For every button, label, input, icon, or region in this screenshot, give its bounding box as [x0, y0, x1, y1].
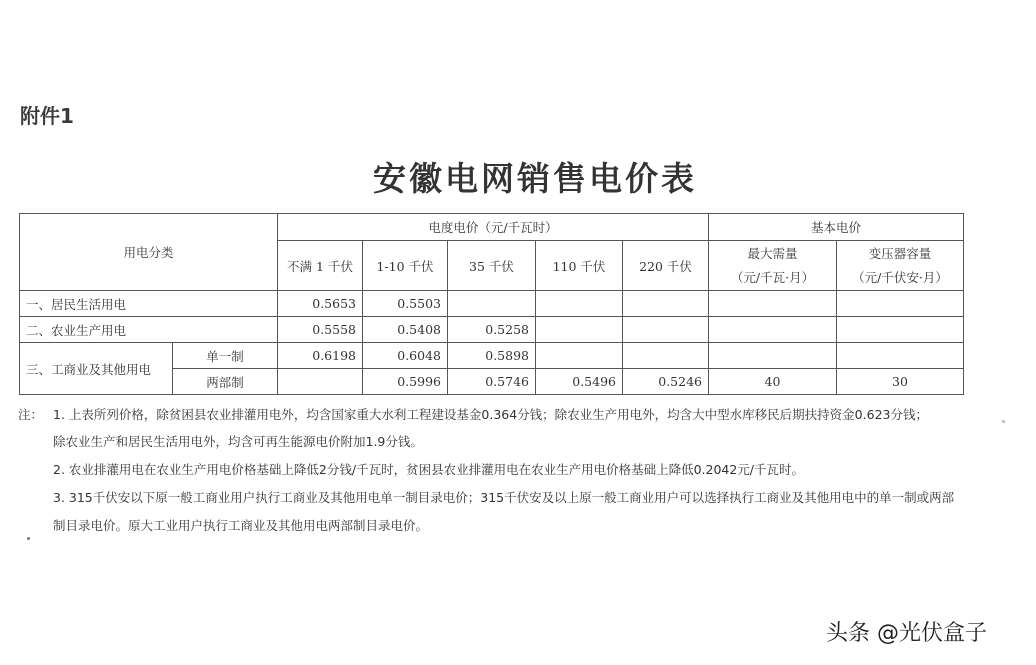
category-header: 用电分类	[20, 214, 278, 291]
max-demand-title: 最大需量	[747, 245, 798, 261]
note-1: 1. 上表所列价格，除贫困县农业排灌用电外，均含国家重大水利工程建设基金0.364分钱；除农业生产用电外，均含大中型水库移民后期扶持资金0.623分钱；	[53, 407, 928, 422]
price-cell: 0.5558	[278, 317, 363, 343]
price-cell: 0.5408	[363, 317, 448, 343]
sub-row-label: 单一制	[173, 343, 278, 369]
page-title: 安徽电网销售电价表	[373, 159, 697, 198]
transformer-cell: 30	[837, 369, 964, 395]
scan-speck	[27, 537, 30, 540]
transformer-title: 变压器容量	[868, 245, 932, 261]
note-3-continued: 制目录电价。原大工业用户执行工商业及其他用电两部制目录电价。	[53, 518, 429, 533]
sub-row-label: 两部制	[173, 369, 278, 395]
price-cell	[536, 291, 623, 317]
table-row	[20, 343, 964, 369]
price-cell	[448, 291, 536, 317]
voltage-header: 1-10 千伏	[363, 241, 448, 291]
notes-prefix: 注：	[18, 407, 44, 422]
price-cell	[623, 343, 709, 369]
price-cell: 0.5996	[363, 369, 448, 395]
price-cell	[623, 291, 709, 317]
note-2: 2. 农业排灌用电在农业生产用电价格基础上降低2分钱/千瓦时，贫困县农业排灌用电在农业生产用电价格基础上降低0.2042元/千瓦时。	[53, 462, 805, 477]
price-cell: 0.6198	[278, 343, 363, 369]
max-demand-header	[709, 241, 837, 291]
transformer-unit: （元/千伏安·月）	[852, 269, 948, 285]
transformer-cell	[837, 291, 964, 317]
transformer-cell	[837, 343, 964, 369]
row-label: 三、工商业及其他用电	[20, 343, 173, 395]
transformer-cell	[837, 317, 964, 343]
attachment-label: 附件1	[20, 104, 74, 128]
voltage-header: 220 千伏	[623, 241, 709, 291]
price-cell: 0.6048	[363, 343, 448, 369]
price-cell: 0.5653	[278, 291, 363, 317]
max-demand-cell	[709, 343, 837, 369]
voltage-header: 110 千伏	[536, 241, 623, 291]
max-demand-cell	[709, 317, 837, 343]
price-cell: 0.5258	[448, 317, 536, 343]
max-demand-cell: 40	[709, 369, 837, 395]
max-demand-unit: （元/千瓦·月）	[730, 269, 815, 285]
table-row	[20, 291, 964, 317]
price-cell: 0.5503	[363, 291, 448, 317]
note-3: 3. 315千伏安以下原一般工商业用户执行工商业及其他用电单一制目录电价；315千伏安及以上原一般工商业用户可以选择执行工商业及其他用电中的单一制或两部	[53, 490, 955, 505]
row-label: 二、农业生产用电	[20, 317, 278, 343]
note-1-continued: 除农业生产和居民生活用电外，均含可再生能源电价附加1.9分钱。	[53, 434, 423, 449]
table-row	[20, 317, 964, 343]
price-cell	[623, 317, 709, 343]
scan-speck	[1002, 420, 1005, 423]
price-cell: 0.5246	[623, 369, 709, 395]
price-table	[19, 213, 964, 395]
row-label: 一、居民生活用电	[20, 291, 278, 317]
price-cell	[536, 343, 623, 369]
price-cell	[278, 369, 363, 395]
price-cell: 0.5746	[448, 369, 536, 395]
transformer-header	[837, 241, 964, 291]
price-cell: 0.5898	[448, 343, 536, 369]
price-cell	[536, 317, 623, 343]
energy-price-header: 电度电价（元/千瓦时）	[278, 214, 709, 241]
basic-price-header: 基本电价	[709, 214, 964, 241]
voltage-header: 35 千伏	[448, 241, 536, 291]
max-demand-cell	[709, 291, 837, 317]
price-cell: 0.5496	[536, 369, 623, 395]
watermark: 头条 @光伏盒子	[826, 621, 987, 646]
voltage-header: 不满 1 千伏	[278, 241, 363, 291]
